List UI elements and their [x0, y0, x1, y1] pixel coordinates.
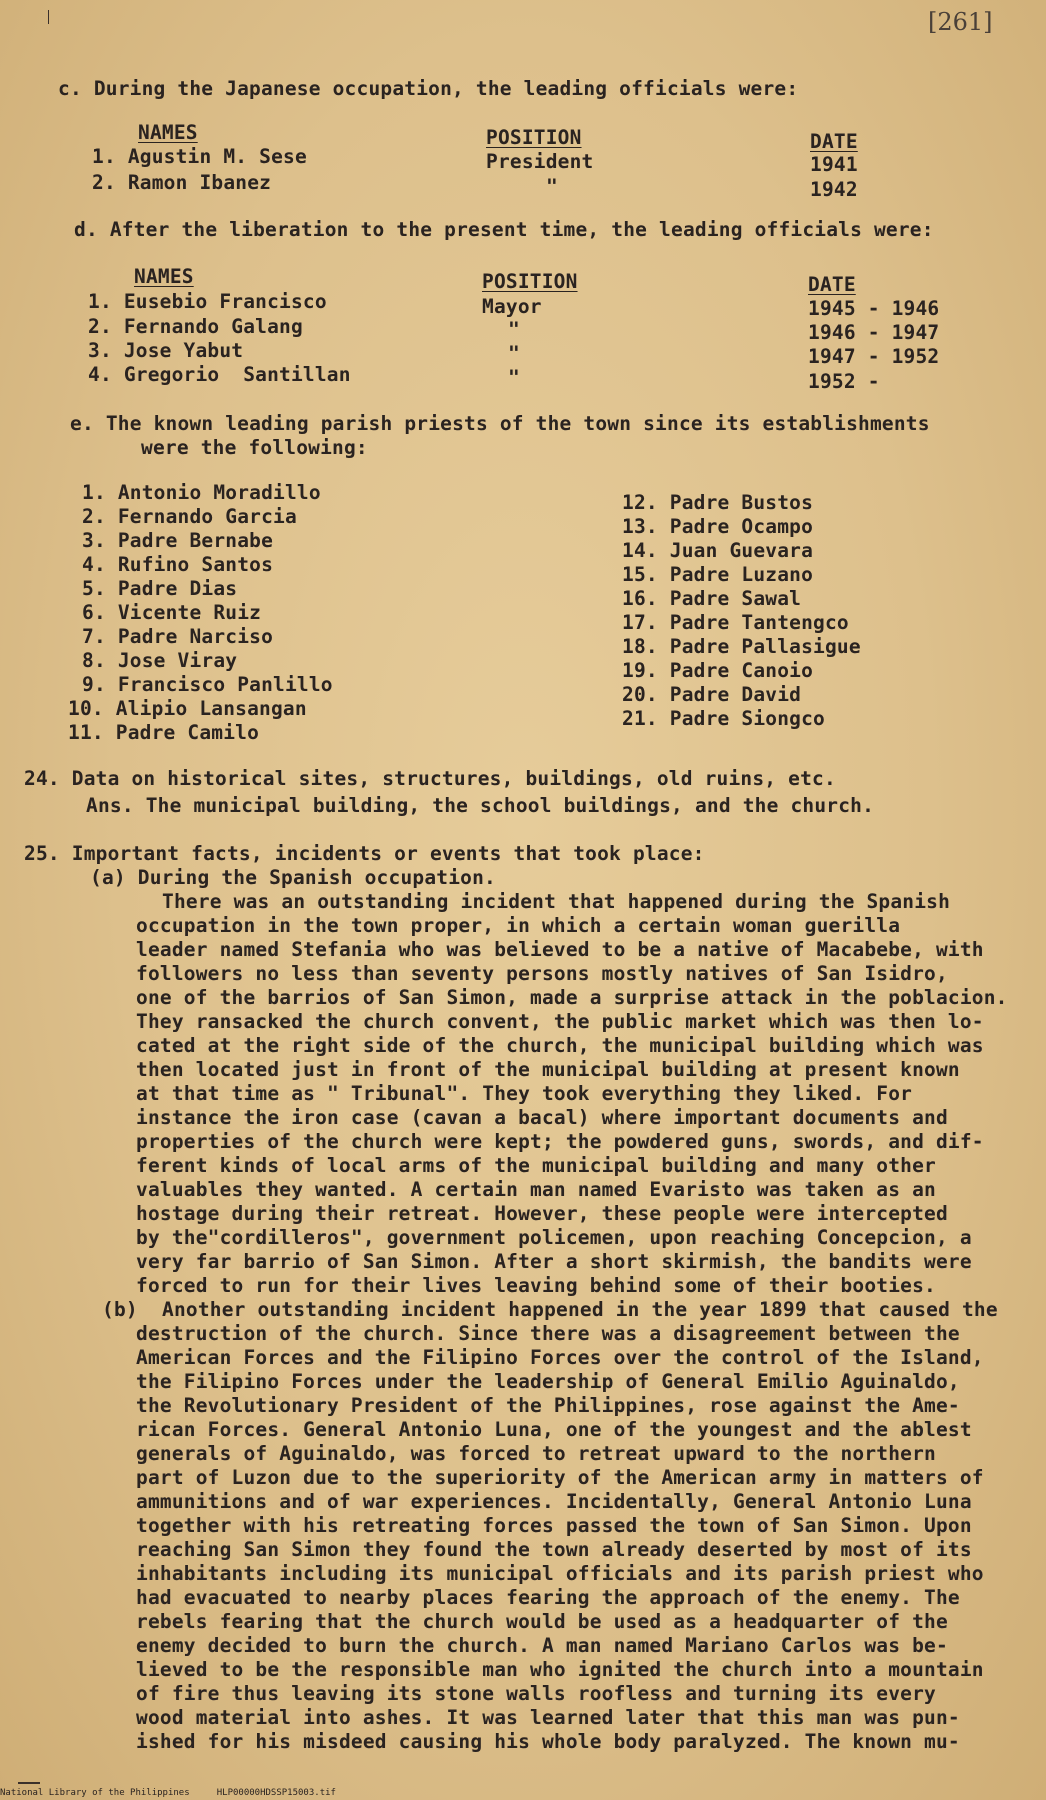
paragraph-line: enemy decided to burn the church. A man named Mariano Carlos was be- [136, 1634, 948, 1657]
section-d-col-date: DATE [808, 273, 856, 296]
section-c-row-date: 1941 [810, 153, 858, 176]
scan-footer: National Library of the Philippines HLP00000HDSSP15003.tif [0, 1788, 336, 1798]
paragraph-line: followers no less than seventy persons mostly natives of San Isidro, [136, 962, 948, 985]
section-c-col-position: POSITION [486, 126, 582, 149]
section-d-row-name: 4. Gregorio Santillan [88, 363, 351, 386]
paragraph-line: then located just in front of the municipal building at present known [136, 1058, 960, 1081]
priest-list-item: 18. Padre Pallasigue [622, 635, 861, 658]
section-c-row-position: President [486, 150, 594, 173]
section-d-col-names: NAMES [134, 265, 194, 288]
priest-list-item: 5. Padre Dias [82, 577, 238, 600]
paragraph-line: ferent kinds of local arms of the municipal building and many other [136, 1154, 936, 1177]
paragraph-line: reaching San Simon they found the town already deserted by most of its [136, 1538, 972, 1561]
paragraph-line: of fire thus leaving its stone walls roofless and turning its every [136, 1682, 936, 1705]
paragraph-line: inhabitants including its municipal officials and its parish priest who [136, 1562, 984, 1585]
item-25-a-label: (a) During the Spanish occupation. [90, 866, 496, 889]
paragraph-line: hostage during their retreat. However, these people were intercepted [136, 1202, 948, 1225]
paragraph-line: instance the iron case (cavan a bacal) where important documents and [136, 1106, 948, 1129]
priest-list-item: 13. Padre Ocampo [622, 515, 814, 538]
paragraph-line: ammunitions and of war experiences. Incidentally, General Antonio Luna [136, 1490, 972, 1513]
section-d-row-date: 1945 - 1946 [808, 297, 940, 320]
priest-list-item: 6. Vicente Ruiz [82, 601, 262, 624]
paragraph-line: rebels fearing that the church would be used as a headquarter of the [136, 1610, 948, 1633]
priest-list-item: 12. Padre Bustos [622, 491, 814, 514]
paragraph-line: valuables they wanted. A certain man named Evaristo was taken as an [136, 1178, 936, 1201]
item-25-question: 25. Important facts, incidents or events that took place: [24, 842, 705, 865]
handwritten-page-note: [261] [928, 8, 993, 36]
section-c-col-names: NAMES [138, 121, 198, 144]
paragraph-line: forced to run for their lives leaving behind some of their booties. [136, 1274, 936, 1297]
priest-list-item: 19. Padre Canoio [622, 659, 814, 682]
section-d-heading: d. After the liberation to the present time, the leading officials were: [74, 218, 934, 241]
priest-list-item: 17. Padre Tantengco [622, 611, 849, 634]
section-e-heading-cont: were the following: [141, 436, 368, 459]
paragraph-line: They ransacked the church convent, the public market which was then lo- [136, 1010, 984, 1033]
priest-list-item: 1. Antonio Moradillo [82, 481, 321, 504]
priest-list-item: 21. Padre Siongco [622, 707, 825, 730]
paragraph-line: American Forces and the Filipino Forces over the control of the Island, [136, 1346, 984, 1369]
section-d-row-position: Mayor [482, 295, 542, 318]
priest-list-item: 4. Rufino Santos [82, 553, 274, 576]
section-d-row-date: 1946 - 1947 [808, 321, 940, 344]
priest-list-item: 20. Padre David [622, 683, 802, 706]
paragraph-line: properties of the church were kept; the powdered guns, swords, and dif- [136, 1130, 984, 1153]
paragraph-line: rican Forces. General Antonio Luna, one of the youngest and the ablest [136, 1418, 972, 1441]
paragraph-line: at that time as " Tribunal". They took everything they liked. For [136, 1082, 913, 1105]
paragraph-line: wood material into ashes. It was learned later that this man was pun- [136, 1706, 960, 1729]
section-c-row-name: 1. Agustin M. Sese [92, 145, 307, 168]
priest-list-item: 3. Padre Bernabe [82, 529, 274, 552]
priest-list-item: 14. Juan Guevara [622, 539, 814, 562]
section-d-row-position: " [508, 342, 520, 365]
paragraph-line: leader named Stefania who was believed to be a native of Macabebe, with [136, 938, 984, 961]
paragraph-line: by the"cordilleros", government policemen, upon reaching Concepcion, a [136, 1226, 972, 1249]
section-e-heading: e. The known leading parish priests of the town since its establishments [70, 412, 930, 435]
scan-mark [18, 1782, 40, 1784]
paragraph-line: lieved to be the responsible man who ignited the church into a mountain [136, 1658, 984, 1681]
section-d-row-name: 3. Jose Yabut [88, 339, 244, 362]
section-d-row-name: 2. Fernando Galang [88, 315, 303, 338]
paragraph-line: ished for his misdeed causing his whole body paralyzed. The known mu- [136, 1730, 960, 1753]
section-d-row-position: " [508, 366, 520, 389]
section-c-heading: c. During the Japanese occupation, the leading officials were: [58, 77, 799, 100]
priest-list-item: 9. Francisco Panlillo [82, 673, 333, 696]
paragraph-line: part of Luzon due to the superiority of the American army in matters of [136, 1466, 984, 1489]
section-c-row-position: " [546, 175, 558, 198]
punch-mark [48, 10, 49, 24]
section-c-col-date: DATE [810, 130, 858, 153]
section-d-row-date: 1947 - 1952 [808, 345, 940, 368]
paragraph-line: together with his retreating forces passed the town of San Simon. Upon [136, 1514, 972, 1537]
paragraph-line: There was an outstanding incident that happened during the Spanish [162, 890, 951, 913]
section-c-row-date: 1942 [810, 178, 858, 201]
priest-list-item: 2. Fernando Garcia [82, 505, 297, 528]
paragraph-line: destruction of the church. Since there was a disagreement between the [136, 1322, 960, 1345]
paragraph-line: had evacuated to nearby places fearing the approach of the enemy. The [136, 1586, 960, 1609]
item-24-answer: Ans. The municipal building, the school buildings, and the church. [86, 794, 875, 817]
paragraph-line: one of the barrios of San Simon, made a surprise attack in the poblacion. [136, 986, 1008, 1009]
paragraph-line: the Revolutionary President of the Philippines, rose against the Ame- [136, 1394, 960, 1417]
paragraph-line: very far barrio of San Simon. After a short skirmish, the bandits were [136, 1250, 972, 1273]
paragraph-line: generals of Aguinaldo, was forced to retreat upward to the northern [136, 1442, 936, 1465]
item-25-b-label: (b) [102, 1298, 138, 1321]
section-d-row-date: 1952 - [808, 370, 880, 393]
section-d-col-position: POSITION [482, 270, 578, 293]
section-d-row-name: 1. Eusebio Francisco [88, 290, 327, 313]
priest-list-item: 8. Jose Viray [82, 649, 238, 672]
priest-list-item: 11. Padre Camilo [68, 721, 260, 744]
priest-list-item: 16. Padre Sawal [622, 587, 802, 610]
priest-list-item: 15. Padre Luzano [622, 563, 814, 586]
paragraph-line: cated at the right side of the church, the municipal building which was [136, 1034, 984, 1057]
section-d-row-position: " [508, 318, 520, 341]
priest-list-item: 10. Alipio Lansangan [68, 697, 307, 720]
item-24-question: 24. Data on historical sites, structures, buildings, old ruins, etc. [24, 767, 836, 790]
section-c-row-name: 2. Ramon Ibanez [92, 171, 272, 194]
paragraph-line: the Filipino Forces under the leadership of General Emilio Aguinaldo, [136, 1370, 960, 1393]
paragraph-line: Another outstanding incident happened in the year 1899 that caused the [162, 1298, 998, 1321]
paragraph-line: occupation in the town proper, in which a certain woman guerilla [136, 914, 901, 937]
priest-list-item: 7. Padre Narciso [82, 625, 274, 648]
